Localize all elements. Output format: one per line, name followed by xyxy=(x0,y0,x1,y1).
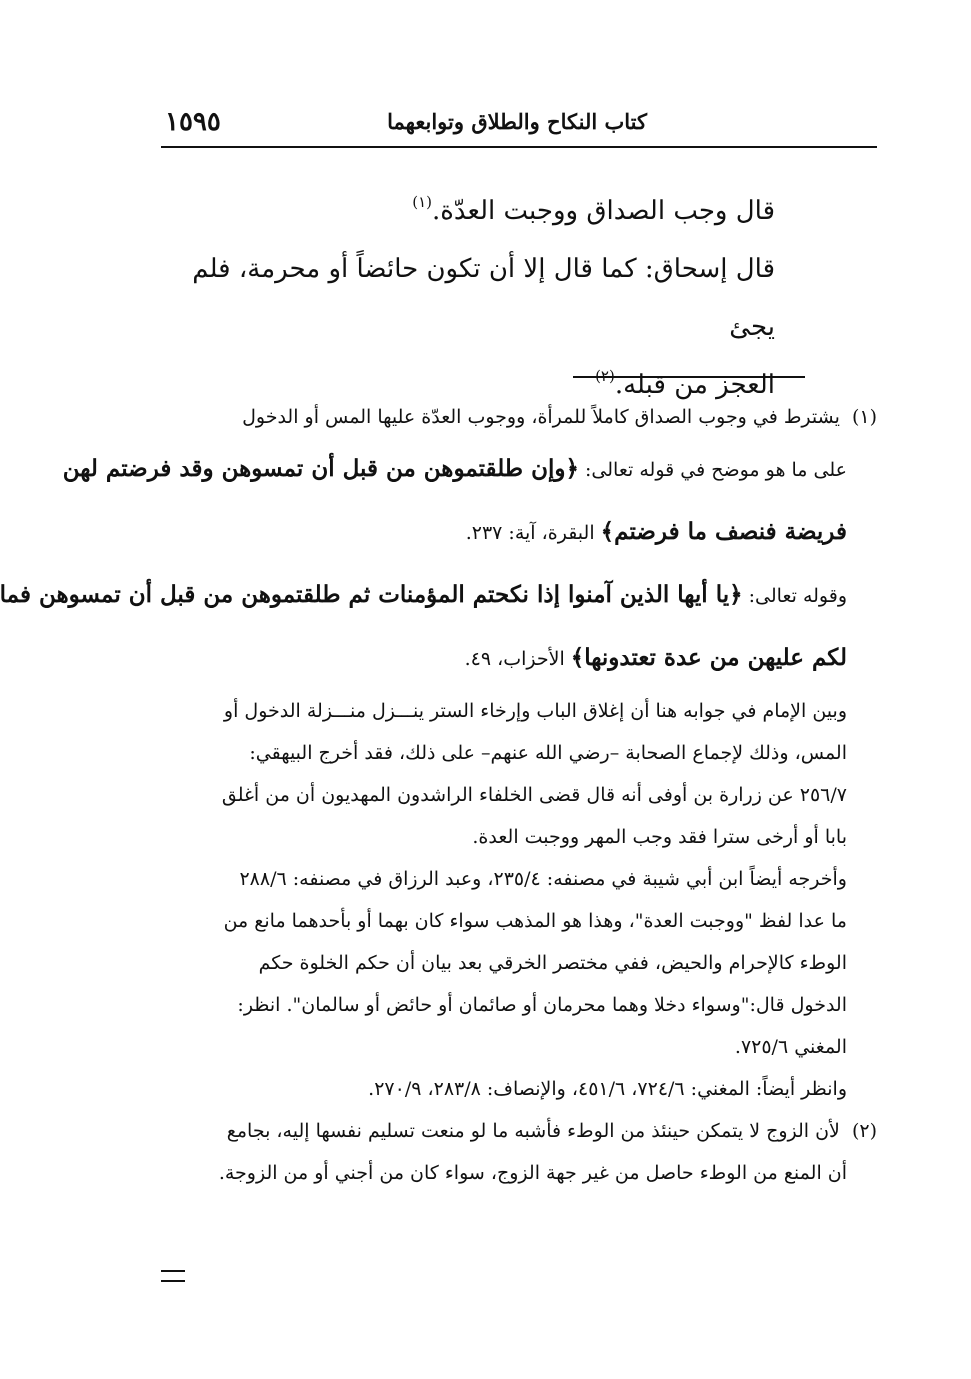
footnote-ref-2: (٢) xyxy=(595,367,615,385)
main-text xyxy=(155,182,775,414)
main-line-text: العجز من قبله. xyxy=(614,370,775,400)
footnote-text: على ما هو موضح في قوله تعالى: xyxy=(585,459,847,481)
main-line-text: قال وجب الصداق ووجبت العدّة. xyxy=(432,196,775,226)
footnote-ref-1: (١) xyxy=(412,193,433,211)
quran-verse: ﴿يا أيها الذين آمنوا إذا نكحتم المؤمنات ثم طلقتموهن من قبل أن تمسوهن فما xyxy=(0,581,743,608)
main-line xyxy=(155,182,775,240)
footnote-1-line xyxy=(165,627,847,690)
header-rule xyxy=(161,146,877,148)
footnote-1-line xyxy=(165,501,847,564)
footnote-text: وقوله تعالى: xyxy=(748,585,847,607)
quran-verse: ﴿وإن طلقتموهن من قبل أن تمسوهن وقد فرضتم لهن xyxy=(62,455,579,482)
footnote-2-number: (٢) xyxy=(851,1120,877,1142)
footnote-1-line: وانظر أيضاً: المغني: ٧٢٤/٦، ٤٥١/٦، والإنصاف: ٢٨٣/٨، ٢٧٠/٩. xyxy=(368,1078,847,1100)
footnote-text: الأحزاب، ٤٩. xyxy=(464,648,565,670)
footnote-1-line: المس، وذلك لإجماع الصحابة –رضي الله عنهم– على ذلك، فقد أخرج البيهقي: xyxy=(249,742,847,764)
continuation-mark xyxy=(161,1270,185,1282)
main-line: قال إسحاق: كما قال إلا أن تكون حائضاً أو محرمة، فلم يجئ xyxy=(192,254,775,342)
footnote-1-line: بابا أو أرخى سترا فقد وجب المهر ووجبت العدة. xyxy=(472,826,847,848)
footnote-1-line: المغني ٧٢٥/٦. xyxy=(734,1036,847,1058)
footnote-1-line xyxy=(165,396,877,438)
footnote-separator xyxy=(573,376,805,378)
running-title: كتاب النكاح والطلاق وتوابعهما xyxy=(387,109,647,134)
footnote-1-line: ٢٥٦/٧ عن زرارة بن أوفى أنه قال قضى الخلفاء الراشدون المهديون أن من أغلق xyxy=(221,784,847,806)
quran-verse: لكم عليهن من عدة تعتدونها﴾ xyxy=(570,644,847,671)
footnote-1-line: الوطء كالإحرام والحيض، ففي مختصر الخرقي بعد بيان أن حكم الخلوة حكم xyxy=(258,952,847,974)
footnote-1-line: ما عدا لفظ "ووجبت العدة"، وهذا هو المذهب سواء كان بهما أو بأحدهما مانع من xyxy=(223,910,847,932)
footnote-1-line: وأخرجه أيضاً ابن أبي شيبة في مصنفه: ٢٣٥/٤، وعبد الرزاق في مصنفه: ٢٨٨/٦ xyxy=(239,868,847,890)
quran-verse: فريضة فنصف ما فرضتم﴾ xyxy=(600,518,847,545)
page-number: ١٥٩٥ xyxy=(165,107,221,137)
footnote-text: يشترط في وجوب الصداق كاملاً للمرأة، ووجوب العدّة عليها المس أو الدخول xyxy=(242,406,840,428)
footnote-text: البقرة، آية: ٢٣٧. xyxy=(465,522,595,544)
footnotes xyxy=(0,396,877,1194)
footnote-1-line: الدخول قال:"وسواء دخلا وهما محرمان أو صائمان أو حائض أو سالمان". انظر: xyxy=(237,994,847,1016)
footnote-text: لأن الزوج لا يتمكن حينئذ من الوطء فأشبه ما لو منعت تسليم نفسها إليه، بجامع xyxy=(226,1120,840,1142)
footnote-1-line xyxy=(0,564,847,627)
footnote-1-line: وبين الإمام في جوابه هنا أن إغلاق الباب وإرخاء الستر ينـــزل منـــزلة الدخول أو xyxy=(223,700,847,722)
footnote-1-line xyxy=(62,438,847,501)
footnote-1-number: (١) xyxy=(851,406,877,428)
footnote-2-line xyxy=(165,1110,877,1152)
page-header xyxy=(161,103,877,143)
footnote-2-line: أن المنع من الوطء حاصل من غير جهة الزوج، سواء كان من أجني أو من الزوجة. xyxy=(218,1162,847,1184)
